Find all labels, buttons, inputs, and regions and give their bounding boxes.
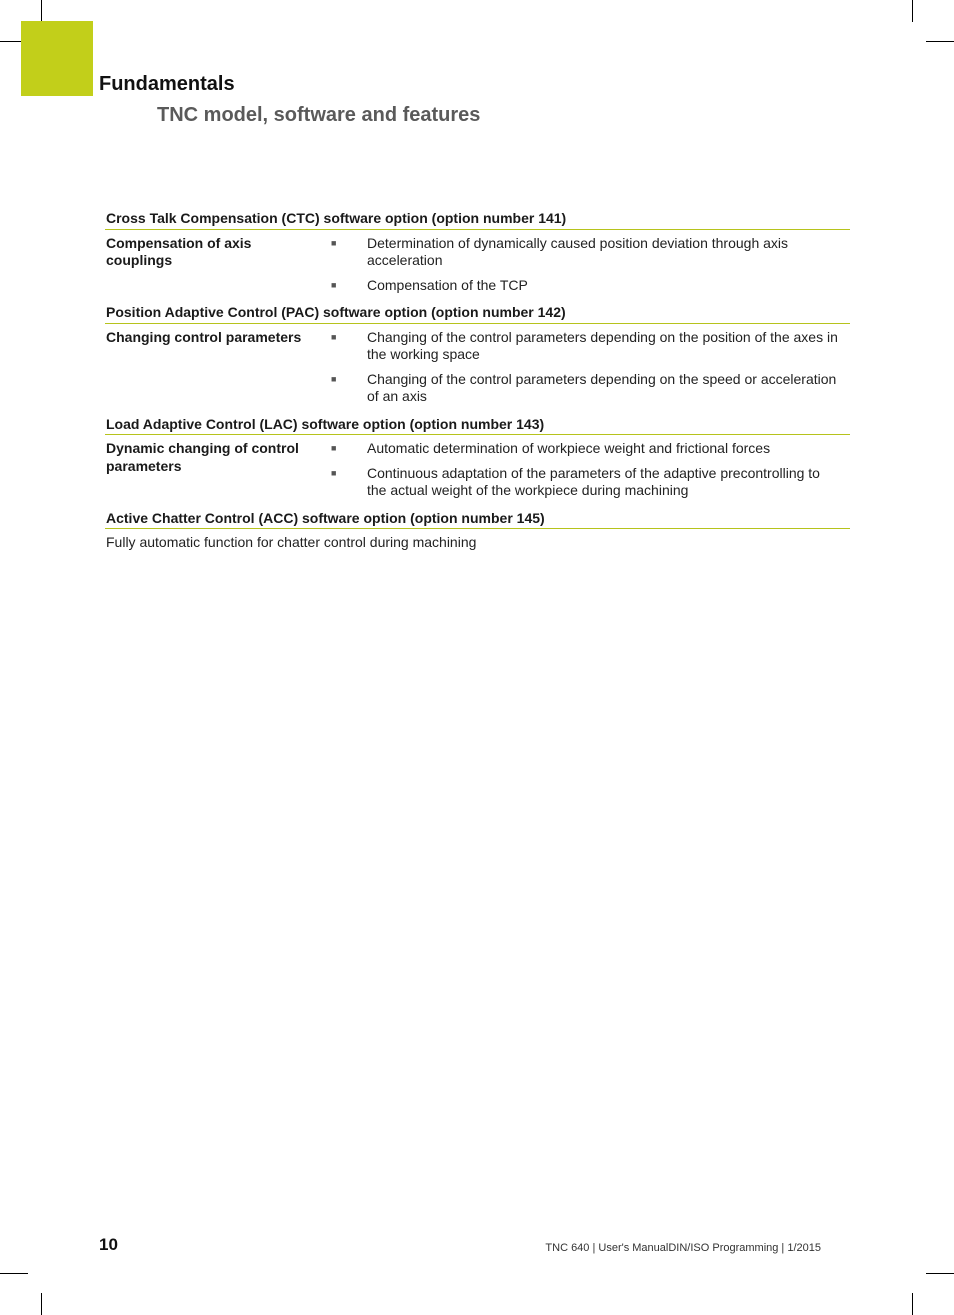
option-section-lac — [105, 414, 850, 508]
list-item — [318, 371, 850, 406]
option-row — [105, 324, 850, 414]
crop-mark — [926, 41, 954, 42]
section-title: TNC model, software and features — [157, 104, 481, 126]
list-item — [318, 440, 850, 458]
bullet-square-icon: ■ — [331, 237, 337, 248]
footer-doc-info: TNC 640 | User's ManualDIN/ISO Programming | 1/2015 — [545, 1242, 821, 1254]
crop-mark — [0, 1273, 28, 1274]
list-item — [318, 277, 850, 295]
bullet-square-icon: ■ — [331, 373, 337, 384]
option-section-ctc — [105, 208, 850, 302]
bullet-square-icon: ■ — [331, 331, 337, 342]
crop-mark — [912, 0, 913, 22]
crop-mark — [41, 0, 42, 22]
list-item-text: Changing of the control parameters depending on the speed or acceleration of an axis — [367, 370, 837, 404]
crop-mark — [41, 1293, 42, 1315]
option-bullet-list — [318, 235, 850, 295]
option-section-acc — [105, 508, 850, 552]
chapter-title: Fundamentals — [99, 73, 235, 95]
option-row — [105, 230, 850, 303]
option-heading: Cross Talk Compensation (CTC) software option (option number 141) — [105, 208, 850, 230]
option-row-label: Changing control parameters — [106, 328, 302, 345]
option-bullet-list — [318, 440, 850, 500]
option-heading: Load Adaptive Control (LAC) software option (option number 143) — [105, 414, 850, 436]
crop-mark — [926, 1273, 954, 1274]
option-description: Fully automatic function for chatter control during machining — [106, 534, 477, 550]
option-row — [105, 435, 850, 508]
list-item — [318, 465, 850, 500]
options-table — [105, 208, 850, 552]
list-item — [318, 235, 850, 270]
option-section-pac — [105, 302, 850, 414]
option-row-label: Compensation of axis couplings — [106, 234, 252, 268]
bullet-square-icon: ■ — [331, 279, 337, 290]
option-bullet-list — [318, 329, 850, 406]
option-heading: Active Chatter Control (ACC) software option (option number 145) — [105, 508, 850, 530]
list-item-text: Continuous adaptation of the parameters of the adaptive precontrolling to the actual weight of the workpiece during machining — [367, 464, 820, 498]
option-heading: Position Adaptive Control (PAC) software option (option number 142) — [105, 302, 850, 324]
list-item-text: Determination of dynamically caused position deviation through axis acceleration — [367, 234, 789, 268]
crop-mark — [912, 1293, 913, 1315]
bullet-square-icon: ■ — [331, 443, 337, 453]
list-item-text: Changing of the control parameters depending on the position of the axes in the working space — [367, 328, 838, 362]
chapter-color-tab — [21, 21, 93, 96]
list-item-text: Compensation of the TCP — [367, 276, 528, 293]
bullet-square-icon: ■ — [331, 467, 337, 478]
option-row-label: Dynamic changing of control parameters — [106, 440, 299, 474]
list-item-text: Automatic determination of workpiece weight and frictional forces — [367, 440, 771, 456]
list-item — [318, 329, 850, 364]
page-number: 10 — [99, 1235, 118, 1254]
